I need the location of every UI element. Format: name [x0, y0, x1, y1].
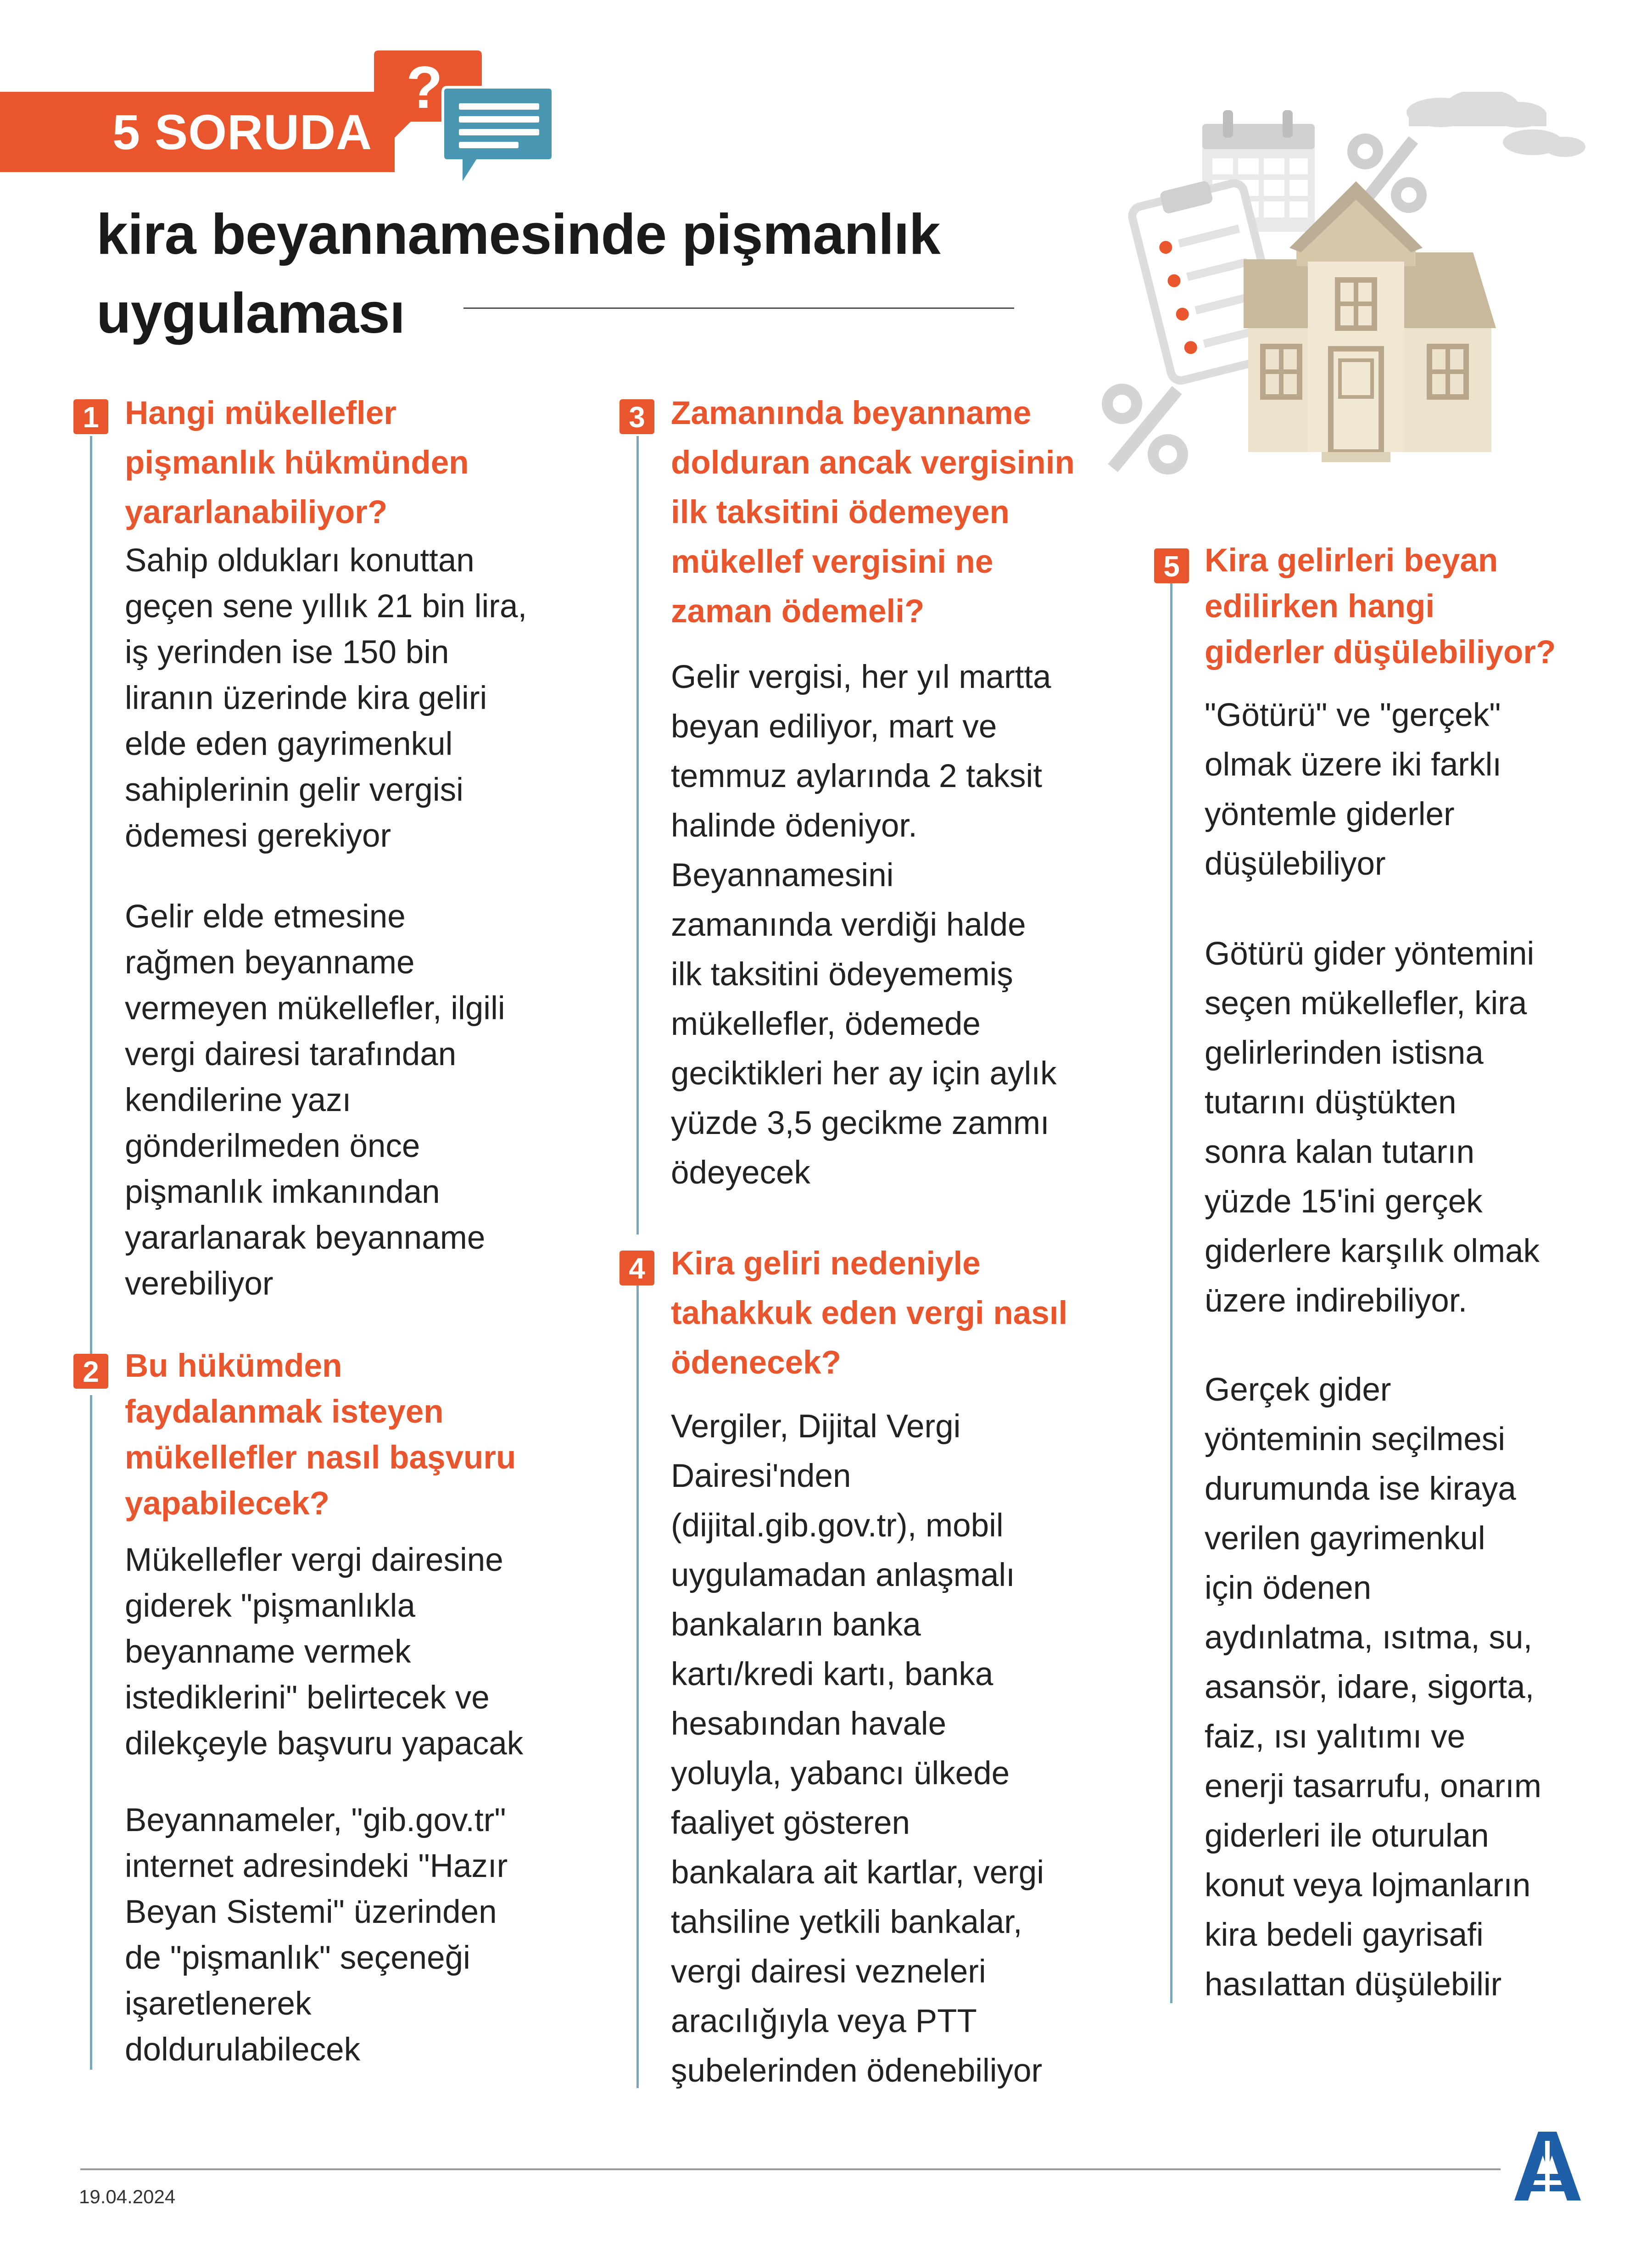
section-5-question: Kira gelirleri beyan edilirken hangi giderler düşülebiliyor?: [1205, 542, 1556, 670]
section-2-question: Bu hükümden faydalanmak isteyen mükellefler nasıl başvuru yapabilecek?: [125, 1348, 516, 1522]
section-2-paragraph-2: Beyannameler, "gib.gov.tr" internet adresindeki "Hazır Beyan Sistemi" üzerinden de "pişmanlık" seçeneği işaretlenerek doldurulabilecek: [125, 1802, 508, 2068]
section-3-badge: 3: [620, 399, 654, 434]
title-line-2: uygulaması: [96, 282, 405, 345]
section-1-paragraph-2: Gelir elde etmesine rağmen beyanname vermeyen mükellefler, ilgili vergi dairesi tarafından kendilerine yazı gönderilmeden önce pişmanlık imkanından yararlanarak beyanname verebiliyor: [125, 899, 505, 1302]
publish-date: 19.04.2024: [79, 2186, 176, 2207]
footer-divider: [80, 2168, 1501, 2170]
house-calendar-checklist-percent-illustration: [1092, 92, 1588, 496]
section-2-paragraph-1: Mükellefler vergi dairesine giderek "pişmanlıkla beyanname vermek istediklerini" belirtecek ve dilekçeyle başvuru yapacak: [125, 1542, 524, 1762]
section-1-badge: 1: [73, 399, 108, 434]
section-1-question: Hangi mükellefler pişmanlık hükmünden yararlanabiliyor?: [125, 395, 469, 531]
svg-text:?: ?: [406, 54, 443, 121]
section-3-question: Zamanında beyanname dolduran ancak vergisinin ilk taksitini ödemeyen mükellef vergisini ne zaman ödemeli?: [671, 395, 1075, 630]
section-4-question: Kira geliri nedeniyle tahakkuk eden vergi nasıl ödenecek?: [671, 1245, 1068, 1381]
column-1-line-lower: [90, 1395, 92, 2070]
column-1-line: [90, 436, 92, 1354]
section-5-paragraph-1: "Götürü" ve "gerçek" olmak üzere iki farklı yöntemle giderler düşülebiliyor: [1205, 697, 1502, 882]
section-4-paragraph-1: Vergiler, Dijital Vergi Dairesi'nden (dijital.gib.gov.tr), mobil uygulamadan anlaşmalı bankaların banka kartı/kredi kartı, banka hesabından havale yoluyla, yabancı ülkede faaliyet gösteren bankalara ait kartlar, vergi tahsiline yetkili bankalar, vergi dairesi vezneleri aracılığıyla veya PTT şubelerinden ödenebiliyor: [671, 1408, 1044, 2089]
page-title: [96, 195, 1060, 353]
banner-label: 5 SORUDA: [112, 104, 373, 160]
section-5-badge: 5: [1154, 548, 1189, 583]
section-5-paragraph-2: Götürü gider yöntemini seçen mükellefler, kira gelirlerinden istisna tutarını düştükten sonra kalan tutarın yüzde 15'ini gerçek giderlere karşılık olmak üzere indirebiliyor.: [1205, 936, 1540, 1319]
section-4-badge: 4: [620, 1251, 654, 1285]
column-3-line: [1170, 581, 1172, 2003]
question-chat-bubbles-icon: [367, 48, 560, 190]
section-5-paragraph-3: Gerçek gider yönteminin seçilmesi durumunda ise kiraya verilen gayrimenkul için ödenen aydınlatma, ısıtma, su, asansör, idare, sigorta, faiz, ısı yalıtımı ve enerji tasarrufu, onarım giderleri ile oturulan konut veya lojmanların kira bedeli gayrisafi hasılattan düşülebilir: [1205, 1372, 1541, 2003]
section-2-badge: 2: [73, 1354, 108, 1389]
title-line-1: kira beyannamesinde pişmanlık: [96, 203, 940, 266]
anadolu-agency-logo-icon: [1514, 2132, 1581, 2201]
column-2-line-lower: [636, 1285, 639, 2088]
title-divider: [463, 307, 1014, 309]
column-2-line: [636, 436, 639, 1234]
section-3-paragraph-1: Gelir vergisi, her yıl martta beyan ediliyor, mart ve temmuz aylarında 2 taksit halinde ödeniyor. Beyannamesini zamanında verdiği halde ilk taksitini ödeyememiş mükellefler, ödemede geciktikleri her ay için aylık yüzde 3,5 gecikme zammı ödeyecek: [671, 659, 1057, 1191]
section-1-paragraph-1: Sahip oldukları konuttan geçen sene yıllık 21 bin lira, iş yerinden ise 150 bin liranın üzerinde kira geliri elde eden gayrimenkul sahiplerinin gelir vergisi ödemesi gerekiyor: [125, 542, 527, 854]
